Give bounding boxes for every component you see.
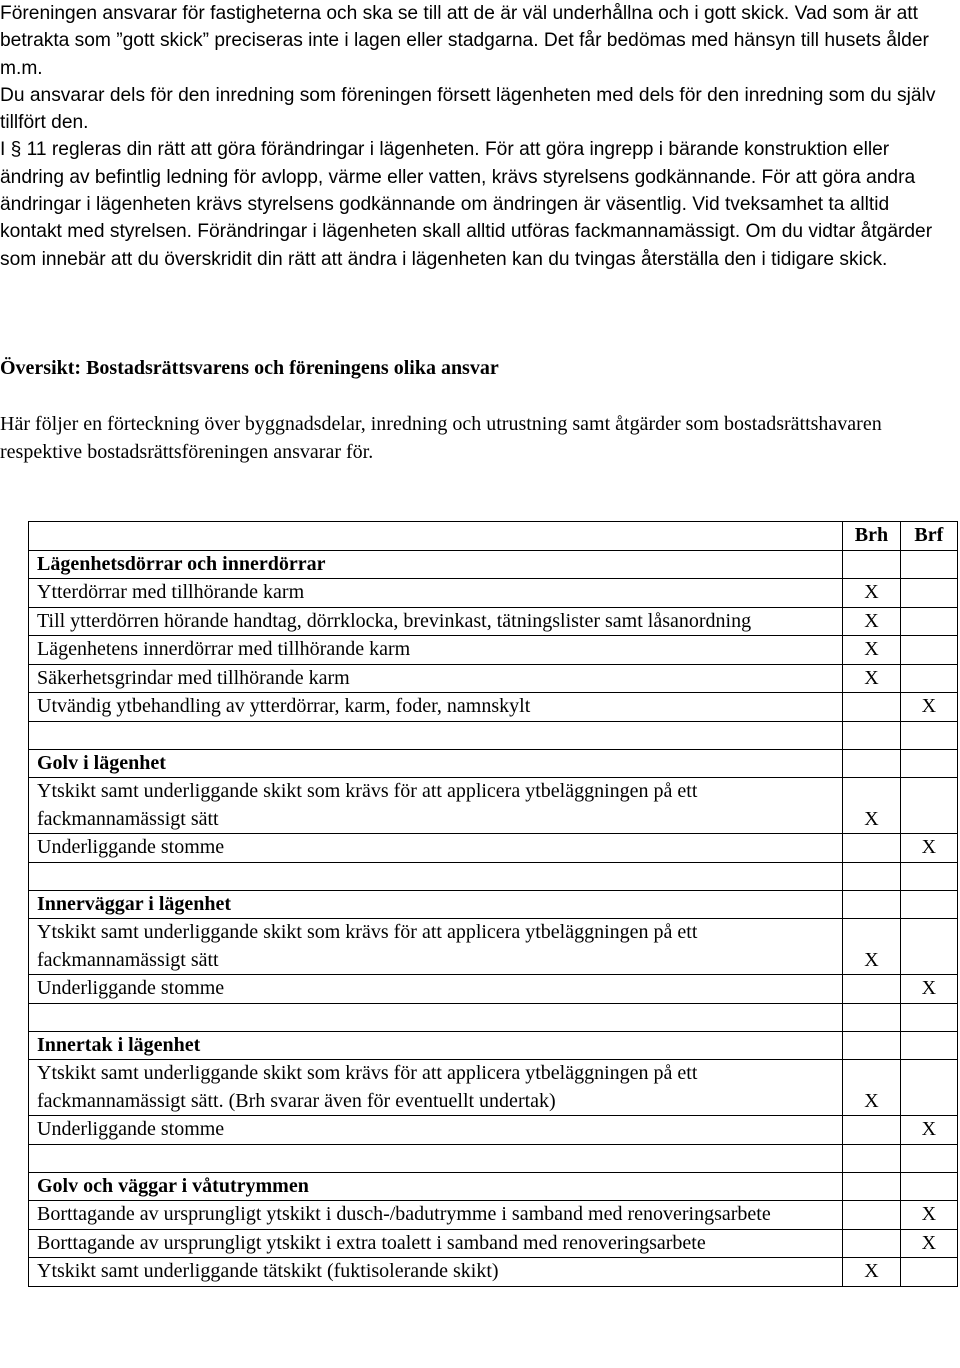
- table-row: [29, 778, 958, 834]
- brh-mark: [843, 1031, 900, 1060]
- brh-mark: [843, 1172, 900, 1201]
- brf-mark: X: [900, 1229, 957, 1258]
- table-row: [29, 1031, 958, 1060]
- row-description: [29, 1144, 843, 1172]
- table-row: [29, 890, 958, 919]
- brf-mark: [900, 1003, 957, 1031]
- row-description: Golv i lägenhet: [29, 749, 843, 778]
- table-row: [29, 1116, 958, 1145]
- table-row: [29, 636, 958, 665]
- row-description: Golv och väggar i våtutrymmen: [29, 1172, 843, 1201]
- row-description: Ytskikt samt underliggande skikt som krävs för att applicera ytbeläggningen på ett fackmannamässigt sätt: [29, 919, 843, 975]
- table-row: [29, 721, 958, 749]
- brf-mark: [900, 607, 957, 636]
- brf-mark: X: [900, 1201, 957, 1230]
- brf-mark: [900, 1258, 957, 1287]
- brf-mark: [900, 749, 957, 778]
- table-row: [29, 693, 958, 722]
- row-description: [29, 1003, 843, 1031]
- table-row: [29, 834, 958, 863]
- brf-mark: [900, 862, 957, 890]
- brf-mark: [900, 636, 957, 665]
- intro-paragraph-3: I § 11 regleras din rätt att göra förändringar i lägenheten. För att göra ingrepp i bärande konstruktion eller ändring av befintlig ledning för avlopp, värme eller vatten, krävs styrelsens godkännande. För att göra andra ändringar i lägenheten krävs styrelsens godkännande om ändringen är väsentlig. Vid tveksamhet ta alltid kontakt med styrelsen. Förändringar i lägenheten skall alltid utföras fackmannamässigt. Om du vidtar åtgärder som innebär att du överskridit din rätt att ändra i lägenheten kan du tvingas återställa den i tidigare skick.: [0, 139, 933, 270]
- header-blank-cell: [29, 522, 843, 551]
- brh-mark: [843, 890, 900, 919]
- brh-mark: [843, 1116, 900, 1145]
- brf-mark: [900, 1031, 957, 1060]
- row-description: Innerväggar i lägenhet: [29, 890, 843, 919]
- table-row: [29, 1201, 958, 1230]
- intro-paragraph-1: Föreningen ansvarar för fastigheterna och ska se till att de är väl underhållna och i gott skick. Vad som är att betrakta som ”gott skick” preciseras inte i lagen eller stadgarna. Det får bedömas med hänsyn till husets ålder m.m.: [0, 3, 929, 79]
- column-header-brf: Brf: [900, 522, 957, 551]
- brh-mark: [843, 1144, 900, 1172]
- brf-mark: [900, 550, 957, 579]
- table-row: [29, 579, 958, 608]
- column-header-brh: Brh: [843, 522, 900, 551]
- table-row: [29, 607, 958, 636]
- brh-mark: X: [843, 607, 900, 636]
- table-row: [29, 1229, 958, 1258]
- table-row: [29, 1172, 958, 1201]
- brh-mark: [843, 1003, 900, 1031]
- brh-mark: [843, 693, 900, 722]
- brf-mark: [900, 664, 957, 693]
- brf-mark: [900, 919, 957, 975]
- brf-mark: [900, 1172, 957, 1201]
- brh-mark: [843, 749, 900, 778]
- brf-mark: [900, 1144, 957, 1172]
- row-description: [29, 862, 843, 890]
- row-description: Innertak i lägenhet: [29, 1031, 843, 1060]
- table-row: [29, 664, 958, 693]
- row-description: Ytskikt samt underliggande skikt som krävs för att applicera ytbeläggningen på ett fackmannamässigt sätt: [29, 778, 843, 834]
- row-description: Borttagande av ursprungligt ytskikt i extra toalett i samband med renoveringsarbete: [29, 1229, 843, 1258]
- brf-mark: [900, 1060, 957, 1116]
- row-description: [29, 721, 843, 749]
- table-row: [29, 975, 958, 1004]
- brh-mark: [843, 1229, 900, 1258]
- table-row: [29, 749, 958, 778]
- brf-mark: [900, 721, 957, 749]
- brh-mark: [843, 834, 900, 863]
- table-row: [29, 550, 958, 579]
- brf-mark: X: [900, 834, 957, 863]
- brh-mark: X: [843, 1258, 900, 1287]
- row-description: Underliggande stomme: [29, 975, 843, 1004]
- table-header-row: [29, 522, 958, 551]
- row-description: Lägenhetsdörrar och innerdörrar: [29, 550, 843, 579]
- row-description: Lägenhetens innerdörrar med tillhörande karm: [29, 636, 843, 665]
- table-row: [29, 1060, 958, 1116]
- lead-paragraph: Här följer en förteckning över byggnadsdelar, inredning och utrustning samt åtgärder som bostadsrättshavaren respektive bostadsrättsföreningen ansvarar för.: [0, 413, 882, 463]
- brh-mark: [843, 550, 900, 579]
- section-heading: Översikt: Bostadsrättsvarens och föreningens olika ansvar: [0, 357, 499, 379]
- row-description: Säkerhetsgrindar med tillhörande karm: [29, 664, 843, 693]
- brh-mark: [843, 1201, 900, 1230]
- row-description: Underliggande stomme: [29, 834, 843, 863]
- brh-mark: [843, 975, 900, 1004]
- responsibility-table: [28, 521, 958, 1287]
- table-row: [29, 1003, 958, 1031]
- brh-mark: X: [843, 579, 900, 608]
- brf-mark: X: [900, 693, 957, 722]
- row-description: Borttagande av ursprungligt ytskikt i dusch-/badutrymme i samband med renoveringsarbete: [29, 1201, 843, 1230]
- intro-text: [0, 0, 955, 273]
- intro-paragraph-2: Du ansvarar dels för den inredning som föreningen försett lägenheten med dels för den inredning som du själv tillfört den.: [0, 84, 936, 134]
- table-row: [29, 862, 958, 890]
- table-row: [29, 919, 958, 975]
- brf-mark: [900, 579, 957, 608]
- brh-mark: X: [843, 919, 900, 975]
- row-description: Ytterdörrar med tillhörande karm: [29, 579, 843, 608]
- brh-mark: X: [843, 778, 900, 834]
- brh-mark: [843, 721, 900, 749]
- brh-mark: X: [843, 1060, 900, 1116]
- brf-mark: [900, 778, 957, 834]
- table-row: [29, 1144, 958, 1172]
- table-row: [29, 1258, 958, 1287]
- brh-mark: X: [843, 664, 900, 693]
- row-description: Underliggande stomme: [29, 1116, 843, 1145]
- row-description: Utvändig ytbehandling av ytterdörrar, karm, foder, namnskylt: [29, 693, 843, 722]
- brf-mark: X: [900, 1116, 957, 1145]
- brh-mark: [843, 862, 900, 890]
- brh-mark: X: [843, 636, 900, 665]
- brf-mark: X: [900, 975, 957, 1004]
- row-description: Till ytterdörren hörande handtag, dörrklocka, brevinkast, tätningslister samt låsanordning: [29, 607, 843, 636]
- row-description: Ytskikt samt underliggande skikt som krävs för att applicera ytbeläggningen på ett fackmannamässigt sätt. (Brh svarar även för eventuellt undertak): [29, 1060, 843, 1116]
- row-description: Ytskikt samt underliggande tätskikt (fuktisolerande skikt): [29, 1258, 843, 1287]
- brf-mark: [900, 890, 957, 919]
